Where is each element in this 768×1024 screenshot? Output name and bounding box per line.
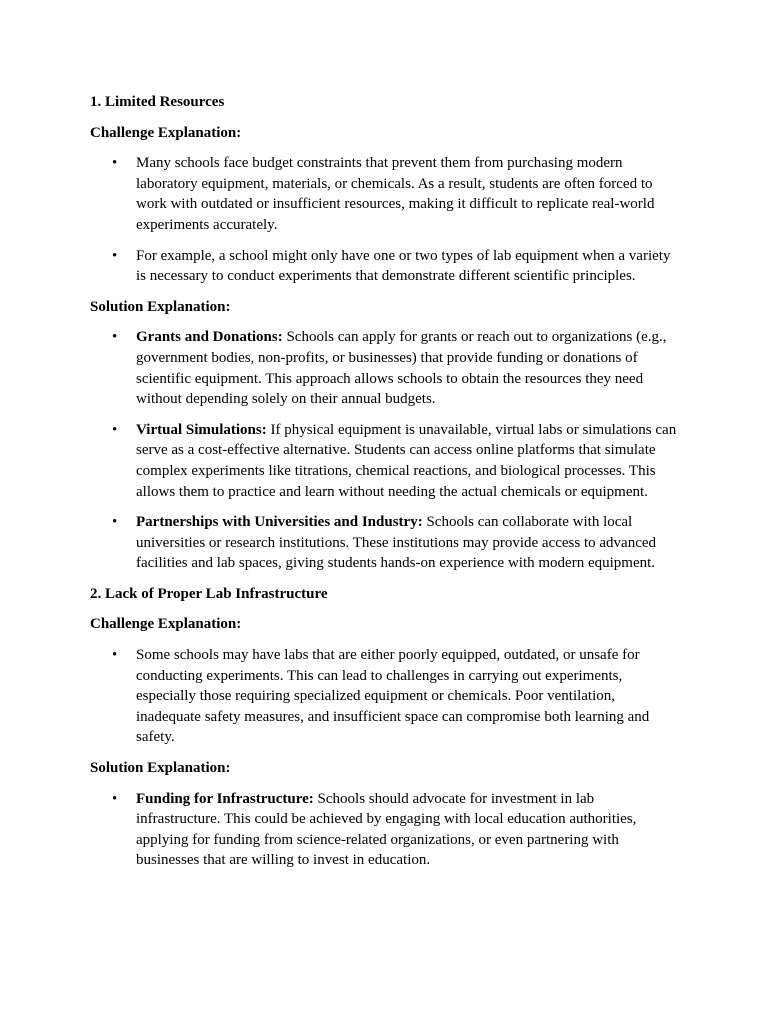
list-item-text: If physical equipment is unavailable, virtual labs or simulations can serve as a cost-effective alternative. Students can access online platforms that simulate complex experiments like titrations, chemical reactions, and biological processes. This allows them to practice and learn without needing the actual chemicals or equipment. bbox=[136, 421, 677, 500]
bullet-icon: • bbox=[112, 514, 118, 531]
solution-list bbox=[90, 789, 680, 871]
challenge-list bbox=[90, 153, 680, 287]
document-page bbox=[90, 92, 680, 881]
bullet-icon: • bbox=[112, 421, 118, 438]
list-item-text: Schools can collaborate with local universities or research institutions. These institutions may provide access to advanced facilities and lab spaces, giving students hands-on experience with modern equipment. bbox=[136, 514, 657, 572]
list-item bbox=[90, 512, 680, 574]
list-item-lead: Funding for Infrastructure: bbox=[136, 790, 314, 807]
list-item-lead: Virtual Simulations: bbox=[136, 421, 267, 438]
challenge-label: Challenge Explanation: bbox=[90, 616, 242, 633]
list-item bbox=[90, 645, 680, 748]
list-item bbox=[90, 153, 680, 235]
list-item-text: Many schools face budget constraints that prevent them from purchasing modern laboratory equipment, materials, or chemicals. As a result, students are often forced to work with outdated or insufficient resources, making it difficult to replicate real-world experiments accurately. bbox=[136, 155, 655, 233]
bullet-icon: • bbox=[112, 790, 118, 807]
list-item bbox=[90, 327, 680, 409]
list-item-text: For example, a school might only have one or two types of lab equipment when a variety is necessary to conduct experiments that demonstrate different scientific principles. bbox=[136, 247, 671, 285]
list-item-text: Schools should advocate for investment in lab infrastructure. This could be achieved by engaging with local education authorities, applying for funding from science-related organizations, or even partnering with businesses that are willing to invest in education. bbox=[136, 790, 637, 869]
solution-label: Solution Explanation: bbox=[90, 760, 231, 777]
list-item-text: Some schools may have labs that are either poorly equipped, outdated, or unsafe for conducting experiments. This can lead to challenges in carrying out experiments, especially those requiring specialized equipment or chemicals. Poor ventilation, inadequate safety measures, and insufficient space can compromise both learning and safety. bbox=[136, 647, 650, 746]
bullet-icon: • bbox=[112, 247, 118, 264]
list-item bbox=[90, 246, 680, 287]
list-item bbox=[90, 420, 680, 502]
list-item-lead: Grants and Donations: bbox=[136, 329, 283, 346]
list-item bbox=[90, 789, 680, 871]
bullet-icon: • bbox=[112, 329, 118, 346]
solution-label: Solution Explanation: bbox=[90, 298, 231, 315]
challenge-list bbox=[90, 645, 680, 748]
section-heading: 2. Lack of Proper Lab Infrastructure bbox=[90, 585, 328, 602]
section-heading: 1. Limited Resources bbox=[90, 94, 225, 110]
challenge-label: Challenge Explanation: bbox=[90, 124, 242, 141]
list-item-text: Schools can apply for grants or reach out to organizations (e.g., government bodies, non-profits, or businesses) that provide funding or donations of scientific equipment. This approach allows schools to obtain the resources they need without depending solely on their annual budgets. bbox=[136, 329, 667, 408]
bullet-icon: • bbox=[112, 155, 118, 172]
solution-list bbox=[90, 327, 680, 574]
bullet-icon: • bbox=[112, 647, 118, 664]
list-item-lead: Partnerships with Universities and Industry: bbox=[136, 514, 423, 531]
